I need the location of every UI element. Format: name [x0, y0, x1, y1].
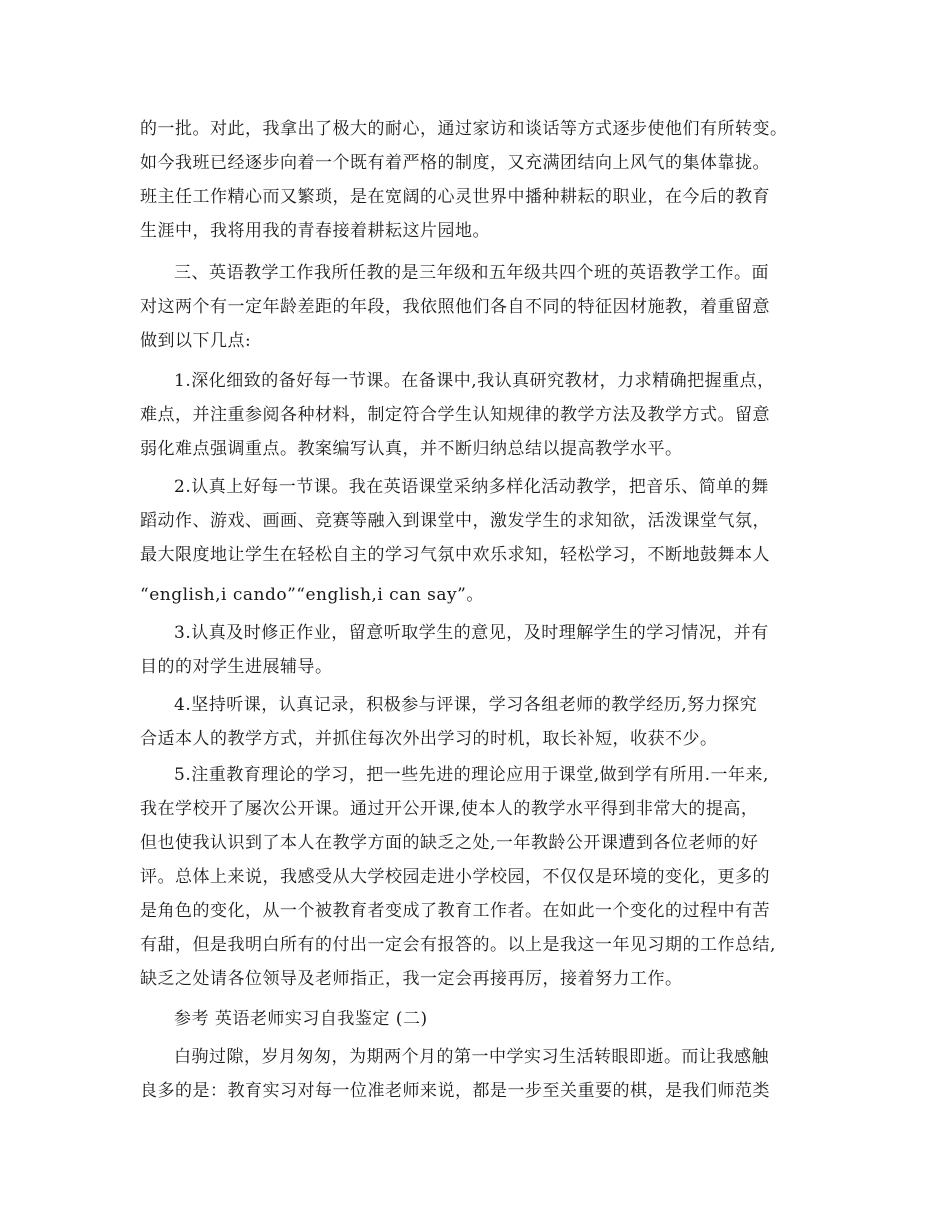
- text-line: 做到以下几点:: [140, 331, 252, 351]
- text-line: 目的的对学生进展辅导。: [140, 657, 333, 677]
- text-line: 白驹过隙，岁月匆匆，为期两个月的第一中学实习生活转眼即逝。而让我感触: [174, 1047, 769, 1067]
- text-line: 弱化难点强调重点。教案编写认真，并不断归纳总结以提高教学水平。: [140, 439, 683, 459]
- text-line: 良多的是：教育实习对每一位准老师来说，都是一步至关重要的棋，是我们师范类: [140, 1081, 770, 1101]
- list-item-line: 4.坚持听课，认真记录，积极参与评课，学习各组老师的教学经历,努力探究: [174, 695, 758, 715]
- text-line: 对这两个有一定年龄差距的年段，我依照他们各自不同的特征因材施教，着重留意: [140, 297, 770, 317]
- text-line: 合适本人的教学方式，并抓住每次外出学习的时机，取长补短，收获不少。: [140, 729, 718, 749]
- text-line: 生涯中，我将用我的青春接着耕耘这片园地。: [140, 221, 490, 241]
- text-line: 难点，并注重参阅各种材料，制定符合学生认知规律的教学方法及教学方式。留意: [140, 405, 770, 425]
- section-heading: 参考 英语老师实习自我鉴定 (二): [174, 1009, 428, 1029]
- text-line: 是角色的变化，从一个被教育者变成了教育工作者。在如此一个变化的过程中有苦: [140, 901, 770, 921]
- text-line: 但也使我认识到了本人在教学方面的缺乏之处,一年教龄公开课遭到各位老师的好: [140, 833, 759, 853]
- list-item-line: 3.认真及时修正作业，留意听取学生的意见，及时理解学生的学习情况，并有: [174, 623, 769, 643]
- text-line: 有甜，但是我明白所有的付出一定会有报答的。以上是我这一年见习期的工作总结,: [140, 935, 776, 955]
- text-line: 评。总体上来说，我感受从大学校园走进小学校园，不仅仅是环境的变化，更多的: [140, 867, 770, 887]
- list-item-line: 2.认真上好每一节课。我在英语课堂采纳多样化活动教学，把音乐、简单的舞: [174, 477, 769, 497]
- section-heading-line: 三、英语教学工作我所任教的是三年级和五年级共四个班的英语教学工作。面: [174, 263, 769, 283]
- text-line: 我在学校开了屡次公开课。通过开公开课,使本人的教学水平得到非常大的提高，: [140, 799, 759, 819]
- text-line: 最大限度地让学生在轻松自主的学习气氛中欢乐求知，轻松学习，不断地鼓舞本人: [140, 545, 770, 565]
- text-line: 的一批。对此，我拿出了极大的耐心，通过家访和谈话等方式逐步使他们有所转变。: [140, 119, 788, 139]
- text-line: 如今我班已经逐步向着一个既有着严格的制度，又充满团结向上风气的集体靠拢。: [140, 153, 770, 173]
- text-line: 缺乏之处请各位领导及老师指正，我一定会再接再厉，接着努力工作。: [140, 969, 683, 989]
- list-item-line: 1.深化细致的备好每一节课。在备课中,我认真研究教材，力求精确把握重点，: [174, 371, 775, 391]
- text-line: 蹈动作、游戏、画画、竞赛等融入到课堂中，激发学生的求知欲，活泼课堂气氛，: [140, 511, 770, 531]
- list-item-line: 5.注重教育理论的学习，把一些先进的理论应用于课堂,做到学有所用.一年来,: [174, 765, 769, 785]
- text-line: “english,i cando”“english,i can say”。: [140, 585, 484, 605]
- text-line: 班主任工作精心而又繁琐，是在宽阔的心灵世界中播种耕耘的职业，在今后的教育: [140, 187, 770, 207]
